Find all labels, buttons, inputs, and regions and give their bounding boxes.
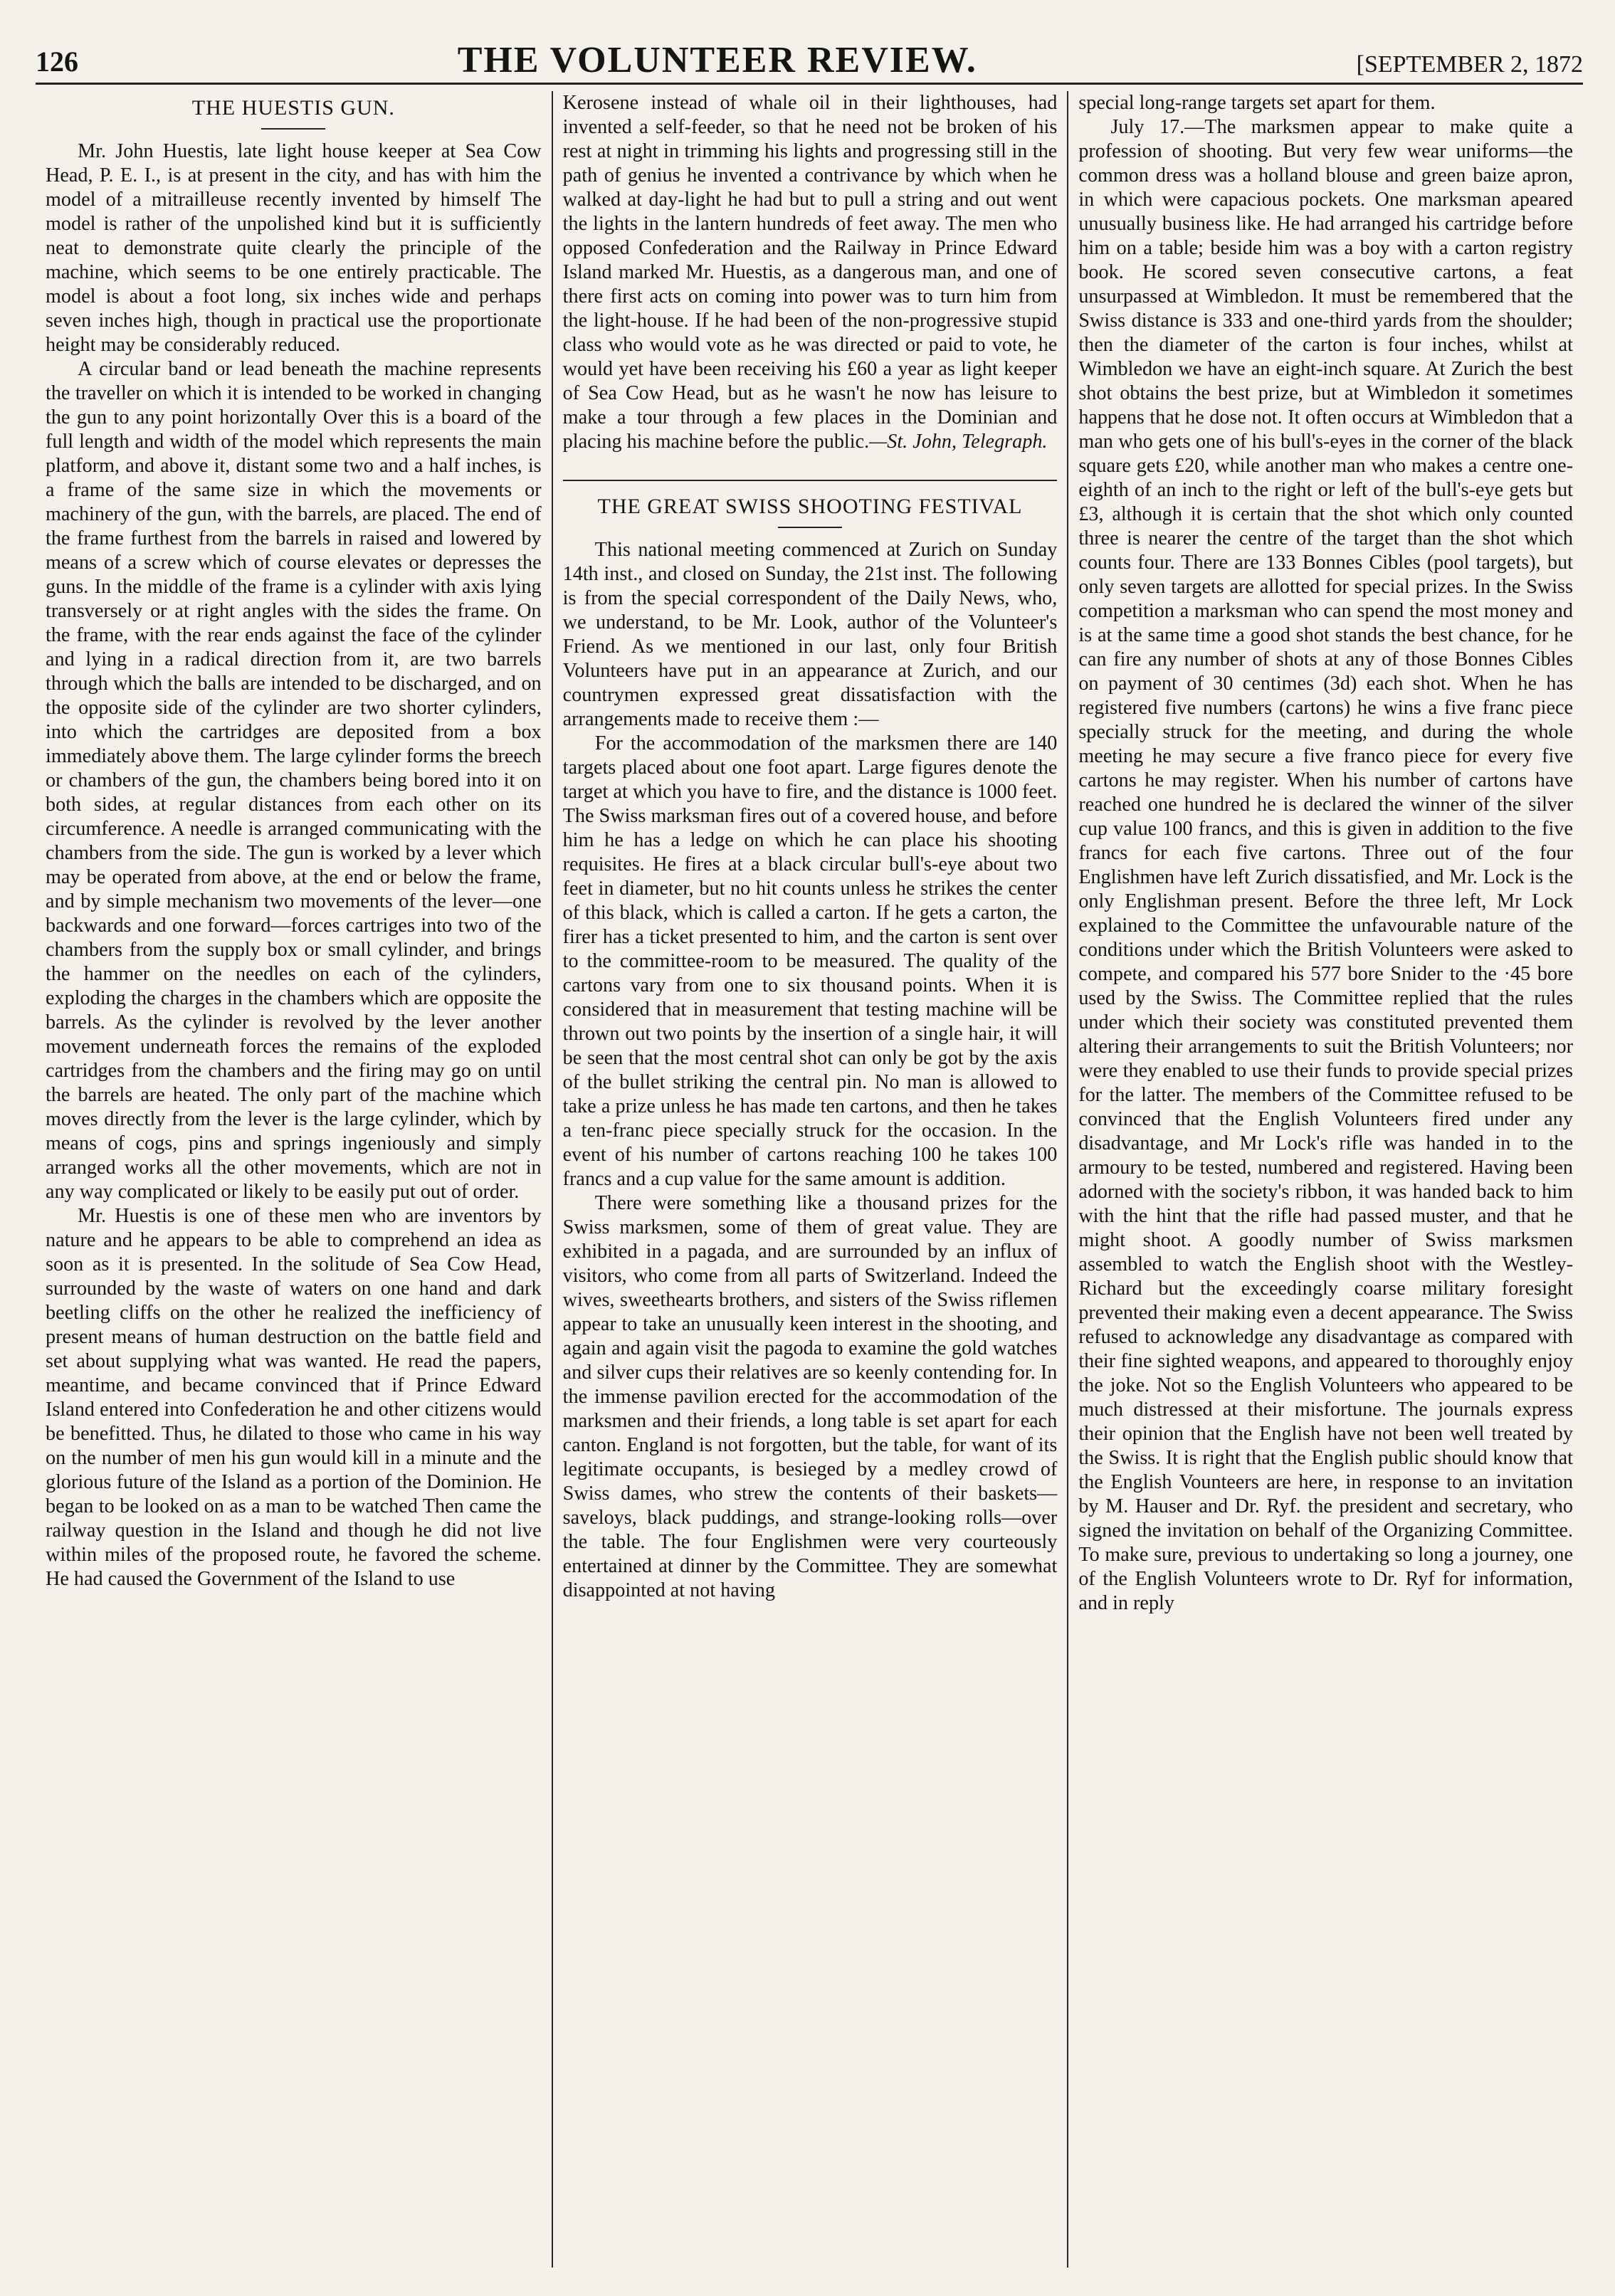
article-columns — [36, 91, 1583, 2268]
huestis-continuation-text: Kerosene instead of whale oil in their lighthouses, had invented a self-feeder, so that he need not be broken of his rest at night in trimming his lights and progressing still in the path of genius he invented a contrivance by which when he walked at day-light he had but to pull a string and out went the lights in the lantern hundreds of feet away. The men who opposed Confederation and the Railway in Prince Edward Island marked Mr. Huestis, as a dangerous man, and one of there first acts on coming into power was to turn him from the light-house. If he had been of the non-progressive stupid class who would vote as he was directed or paid to vote, he would yet have been receiving his £60 a year as light keeper of Sea Cow Head, but as he wasn't he now has leisure to make a tour through a few places in the Dominian and placing his machine before the public. — [562, 92, 1058, 453]
huestis-paragraph-1: Mr. John Huestis, late light house keeper at Sea Cow Head, P. E. I., is at present in the city, and has with him the model of a mitrailleuse recently invented by himself The model is rather of the unpolished kind but it is sufficiently neat to demonstrate quite clearly the principle of the machine, which seems to be one entirely practicable. The model is about a foot long, six inches wide and perhaps seven inches high, though in practical use the proportionate height may be considerably reduced. — [46, 140, 542, 356]
column-2 — [552, 91, 1068, 2268]
column-3 — [1067, 91, 1583, 2268]
huestis-article-title: THE HUESTIS GUN. — [191, 96, 395, 120]
article-separator — [563, 480, 1058, 481]
title-rule — [261, 128, 325, 130]
huestis-paragraph-3: Mr. Huestis is one of these men who are inventors by nature and he appears to be able to comprehend an idea as soon as it is presented. In the solitude of Sea Cow Head, surrounded by the waste of waters on one hand and dark beetling cliffs on the other he realized the inefficiency of present means of human destruction on the battle field and set about supplying what was wanted. He read the papers, meantime, and became convinced that if Prince Edward Island entered into Confederation he and other citizens would be benefitted. Thus, he dilated to those who came in his way on the number of men his gun would kill in a minute and the glorious future of the Island as a portion of the Dominion. He began to be looked on as a man to be watched Then came the railway question in the Island and though he did not live within miles of the proposed route, he favored the scheme. He had caused the Government of the Island to use — [46, 1205, 542, 1590]
swiss-continuation-1: special long-range targets set apart for them. — [1078, 92, 1436, 114]
swiss-paragraph-2: For the accommodation of the marksmen there are 140 targets placed about one foot apart. Large figures denote the target at which you have to fire, and the distance is 1000 feet. The Swiss marksman fires out of a covered house, and before him he has a ledge on which he can place his shooting requisites. He fires at a black circular bull's-eye about two feet in diameter, but no hit counts unless he strikes the center of this black, which is called a carton. If he gets a carton, the firer has a ticket presented to him, and the carton is sent over to the committee-room to be measured. The quality of the cartons vary from one to six thousand points. When it is considered that in measurement that testing machine will be thrown out two points by the insertion of a single hair, it will be seen that the most central shot can only be got by the axis of the bullet striking the central pin. No man is allowed to take a prize unless he has made ten cartons, and then he takes a ten-franc piece specially struck for the occasion. In the event of his number of cartons reaching 100 he takes 100 francs and a cup value for the same amount is addition. — [562, 732, 1058, 1190]
huestis-signature: —St. John, Telegraph. — [869, 431, 1048, 453]
issue-date: [SEPTEMBER 2, 1872 — [1356, 51, 1583, 78]
page-number: 126 — [36, 46, 78, 78]
masthead: THE VOLUNTEER REVIEW. — [457, 40, 977, 80]
swiss-paragraph-3: There were something like a thousand prizes for the Swiss marksmen, some of them of great value. They are exhibited in a pagada, and are surrounded by an influx of visitors, who come from all parts of Switzerland. Indeed the wives, sweethearts brothers, and sisters of the Swiss riflemen appear to take an unusually keen interest in the shooting, and again and again visit the pagoda to examine the gold watches and silver cups their relatives are so keenly contending for. In the immense pavilion erected for the accommodation of the marksmen and their friends, a long table is set apart for each canton. England is not forgotten, but the table, for want of its legitimate occupants, is besieged by a medley crowd of Swiss dames, who strew the contents of their baskets—saveloys, black puddings, and strange-looking rolls—over the table. The four Englishmen were very courteously entertained at dinner by the Committee. They are somewhat disappointed at not having — [562, 1192, 1058, 1601]
column-1 — [36, 91, 552, 2268]
huestis-paragraph-2: A circular band or lead beneath the machine represents the traveller on which it is intended to be worked in changing the gun to any point horizontally Over this is a board of the full length and width of the model which represents the main platform, and above it, distant some two and a half inches, is a frame of the same size in which the movements or machinery of the gun, with the barrels, are placed. The end of the frame furthest from the barrels in raised and lowered by means of a screw which of course elevates or depresses the guns. In the middle of the frame is a cylinder with axis lying transversely or at right angles with the sides the frame. On the frame, with the rear ends against the face of the cylinder and lying in a radical direction from it, are two barrels through which the balls are intended to be discharged, and on the opposite side of the cylinder are two shorter cylinders, into which the cartridges are deposited from a box immediately above them. The large cylinder forms the breech or chambers of the gun, the chambers being bored into it on both sides, at regular distances from each other on its circumference. A needle is arranged communicating with the chambers from the side. The gun is worked by a lever which may be operated from above, at the end or below the frame, and by simple mechanism two movements of the lever—one backwards and one forward—forces cartriges into two of the chambers from the supply box or small cylinder, and brings the hammer on the needles on each of the cylinders, exploding the charges in the chambers which are opposite the barrels. As the cylinder is revolved by the lever another movement underneath forces the remains of the exploded cartridges from the chambers and the firing may go on until the barrels are heated. The only part of the machine which moves directly from the lever is the large cylinder, which by means of cogs, pins and springs ingeniously and simply arranged works all the other movements, which are not in any way complicated or likely to be easily put out of order. — [46, 358, 542, 1203]
swiss-continuation-2: July 17.—The marksmen appear to make quite a profession of shooting. But very few wear uniforms—the common dress was a holland blouse and green baize apron, in which were capacious pockets. One marksman apeared unusually business like. He had arranged his cartridge before him on a table; beside him was a boy with a carton registry book. He scored seven consecutive cartons, a feat unsurpassed at Wimbledon. It must be remembered that the Swiss distance is 333 and one-third yards from the shoulder; then the diameter of the carton is four inches, whilst at Wimbledon we have an eight-inch square. At Zurich the best shot obtains the best prize, but at Wimbledon it sometimes happens that he dose not. It often occurs at Wimbledon that a man who gets one of his bull's-eyes in the corner of the black square gets £20, while another man who makes a centre one-eighth of an inch to the right or left of the bull's-eye gets but £3, although it is certain that the shot which only counted three is nearer the centre of the target than the shot which counts four. There are 133 Bonnes Cibles (pool targets), but only seven targets are allotted for special prizes. In the Swiss competition a marksman who can spend the most money and is at the same time a good shot stands the best chance, for he can fire any number of shots at any of those Bonnes Cibles on payment of 30 centimes (3d) each shot. When he has registered five numbers (cartons) he wins a five franc piece specially struck for the meeting, and during the whole meeting he may secure a five franco piece for every five cartons he may register. When his number of cartons have reached one hundred he is declared the winner of the silver cup value 100 francs, and this is given in addition to the five francs for each five cartons. Three out of the four Englishmen have left Zurich dissatisfied, and Mr. Lock is the only Englishman present. Before the three left, Mr Lock explained to the Committee the unfavourable nature of the conditions under which the British Volunteers were asked to compete, and compared his 577 bore Snider to the ·45 bore used by the Swiss. The Committee replied that the rules under which their society was constituted prevented them altering their arrangements to suit the British Volunteers; nor were they enabled to use their funds to provide special prizes for the latter. The members of the Committee refused to be convinced that the English Volunteers fired under any disadvantage, and Mr Lock's rifle was handed in to the armoury to be tested, numbered and registered. Having been adorned with the society's ribbon, it was handed back to him with the hint that the rifle had passed muster, and that he might shoot. A goodly number of Swiss marksmen assembled to watch the English shoot with the Westley-Richard but the exceedingly coarse military foresight prevented their making even a decent appearance. The Swiss refused to acknowledge any disadvantage as compared with their fine sighted weapons, and appeared to thoroughly enjoy the joke. Not so the English Volunteers who appeared to be much distressed at their misfortune. The journals express their opinion that the English have not been well treated by the Swiss. It is right that the English public should know that the English Vounteers are here, in response to an invitation by M. Hauser and Dr. Ryf. the president and secretary, who signed the invitation on behalf of the Organizing Committee. To make sure, previous to undertaking so long a journey, one of the English Volunteers wrote to Dr. Ryf for information, and in reply — [1078, 116, 1573, 1614]
huestis-continuation — [563, 91, 1058, 454]
page-header — [36, 37, 1583, 85]
swiss-paragraph-1: This national meeting commenced at Zurich on Sunday 14th inst., and closed on Sunday, the 21st inst. The following is from the special correspondent of the Daily News, who, we understand, to be Mr. Look, author of the Volunteer's Friend. As we mentioned in our last, only four British Volunteers have put in an appearance at Zurich, and our countrymen expressed great dissatisfaction with the arrangements made to receive them :— — [562, 539, 1058, 730]
swiss-article-title: THE GREAT SWISS SHOOTING FESTIVAL — [597, 495, 1023, 518]
title-rule — [778, 527, 842, 528]
